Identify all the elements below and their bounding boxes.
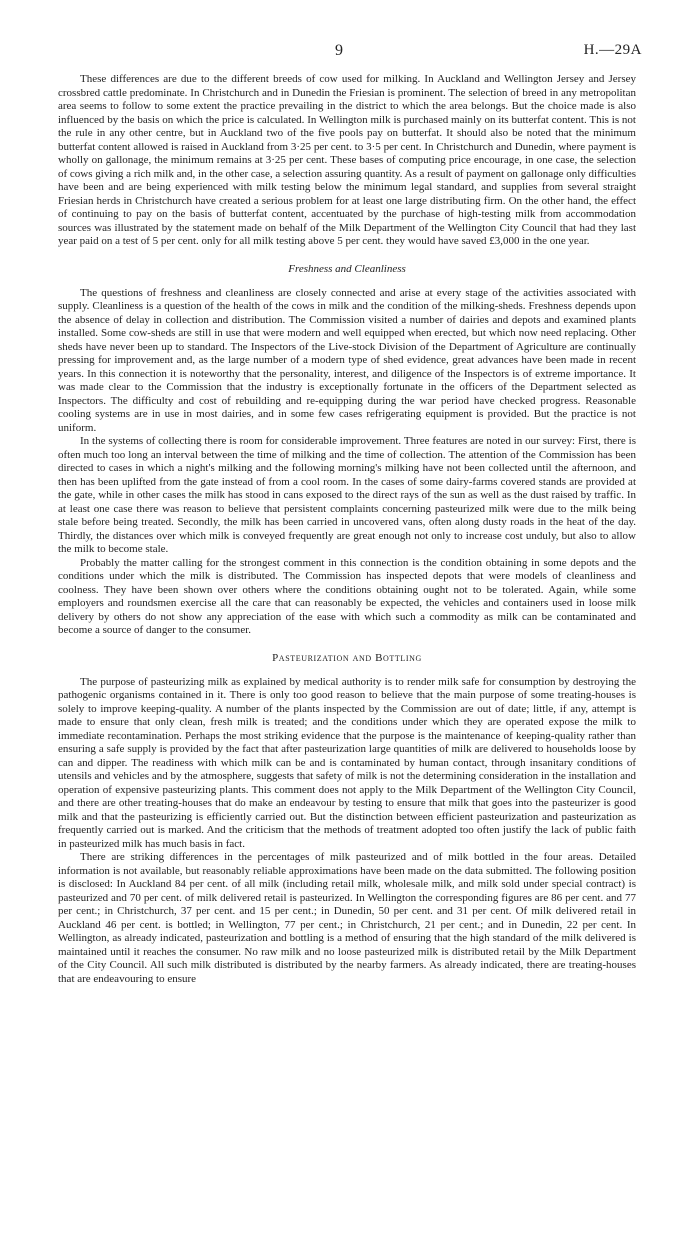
paragraph: In the systems of collecting there is room for considerable improvement. Three features are noted in our survey: First, there is often much too long an interval between the time of milking and the time of collection. The attention of the Commission has been directed to cases in which a night's milking and the following morning's milking have not been collected until the afternoon, and then has been uplifted from the gate instead of from a cool room. In the cases of some dairy-farms covered stands are provided at the gate, while in other cases the milk has stood in cans exposed to the direct rays of the sun as well as the dust raised by traffic. In at least one case there was reason to believe that persistent complaints concerning pasteurized milk were due to the milk being stale before being treated. Secondly, the milk has been carried in uncovered vans, often along dusty roads in the heat of the day. Thirdly, the distances over which milk is conveyed frequently are great enough not only to increase cost unduly, but also to allow the milk to become stale. bbox=[58, 435, 636, 555]
section-breeds bbox=[58, 73, 636, 249]
page-number: 9 bbox=[335, 42, 343, 59]
page-header bbox=[0, 42, 700, 64]
paragraph: The purpose of pasteurizing milk as explained by medical authority is to render milk safe for consumption by destroying the pathogenic organisms contained in it. There is only too good reason to believe that the main purpose of some treating-houses is solely to improve keeping-quality. A number of the plants inspected by the Commission are out of date; little, if any, attempt is made to ensure that only clean, fresh milk is treated; and the conditions under which they are operated expose the milk to immediate recontamination. Perhaps the most striking evidence that the purpose is the maintenance of keeping-quality rather than ensuring a safe supply is provided by the fact that after pasteurization large quantities of milk are delivered to households loose by can and dipper. The readiness with which milk can be and is contaminated by human contact, through insanitary conditions of utensils and vehicles and by the atmosphere, suggests that safety of milk is not the determining consideration in the installation and operation of expensive pasteurizing plants. This comment does not apply to the Milk Department of the Wellington City Council, and there are other treating-houses that do make an endeavour by testing to ensure that milk that goes into the pasteurizer is good milk and that the pasteurizing is efficiently carried out. But the distinction between efficient pasteurization and pasteurization as frequently carried out is marked. And the criticism that the methods of treatment adopted too often justify the lack of public faith in pasteurized milk has much basis in fact. bbox=[58, 675, 636, 850]
paragraph: The questions of freshness and cleanliness are closely connected and arise at every stage of the activities associated with supply. Cleanliness is a question of the health of the cows in milk and the condition of the milking-sheds. Freshness depends upon the absence of delay in collection and distribution. The Commission visited a number of dairies and depots and examined plants installed. Some cow-sheds are still in use that were modern and well equipped when erected, but which now need replacing. Other sheds have never been up to standard. The Inspectors of the Live-stock Division of the Department of Agriculture are continually pressing for improvement and, as the large number of a modern type of shed evidence, great advances have been made in recent years. In this connection it is noteworthy that the personality, interest, and diligence of the Inspectors is of extreme importance. It was made clear to the Commission that the industry is exceptionally fortunate in the officers of the Department selected as Inspectors. The difficulty and cost of rebuilding and re-equipping during the war period have checked progress. Reasonable cooling systems are in use in most dairies, and in some few cases refrigerating equipment is provided. But the practice is not uniform. bbox=[58, 286, 636, 434]
report-reference: H.—29A bbox=[583, 42, 642, 58]
section-freshness-cleanliness bbox=[58, 263, 636, 638]
document-body bbox=[58, 73, 636, 986]
section-pasteurization-bottling bbox=[58, 652, 636, 987]
section-heading: Pasteurization and Bottling bbox=[272, 651, 422, 664]
paragraph: There are striking differences in the percentages of milk pasteurized and of milk bottled in the four areas. Detailed information is not available, but reasonably reliable approximations have been made on the data submitted. The following position is disclosed: In Auckland 84 per cent. of all milk (including retail milk, wholesale milk, and milk sold under special contract) is pasteurized and 70 per cent. of milk delivered retail is pasteurized. In Wellington the corresponding figures are 86 per cent. and 77 per cent.; in Christchurch, 37 per cent. and 15 per cent.; in Dunedin, 50 per cent. and 31 per cent. Of milk delivered retail in Auckland 46 per cent. is bottled; in Wellington, 77 per cent.; in Christchurch, 21 per cent.; and in Dunedin, 22 per cent. In Wellington, as already indicated, pasteurization and bottling is a method of ensuring that the high standard of the milk delivered is maintained until it reaches the consumer. No raw milk and no loose pasteurized milk is distributed retail by the Milk Department of the City Council. All such milk distributed is distributed by the nearby farmers. As already indicated, there are treating-houses that are endeavouring to ensure bbox=[58, 851, 636, 985]
paragraph: These differences are due to the different breeds of cow used for milking. In Auckland and Wellington Jersey and Jersey crossbred cattle predominate. In Christchurch and in Dunedin the Friesian is prominent. The selection of breed in any metropolitan area seems to follow to some extent the practice prevailing in the district to which the area belongs. But the choice made is also influenced by the basis on which the price is calculated. In Wellington milk is purchased mainly on its butterfat content. This is not the rule in any other centre, but in Auckland two of the five pools pay on butterfat. It should also be noted that the minimum butterfat content allowed is raised in Auckland from 3·25 per cent. to 3·5 per cent. In Christchurch and Dunedin, where payment is wholly on gallonage, the minimum remains at 3·25 per cent. These bases of computing price encourage, in one case, the selection of cows giving a rich milk and, in the other case, a selection assuring quantity. As a result of payment on gallonage only difficulties have been and are being experienced with milk testing below the minimum legal standard, and supplies from several straight Friesian herds in Christchurch have created a serious problem for at least one large distributing firm. On the other hand, the effect of continuing to pay on the basis of butterfat content, accentuated by the purchase of high-testing milk from accommodation sources was illustrated by the statement made on behalf of the Milk Department of the Wellington City Council that had they last year paid on a test of 5 per cent. only for all milk testing above 5 per cent. they would have saved £3,000 in the one year. bbox=[58, 73, 636, 247]
paragraph: Probably the matter calling for the strongest comment in this connection is the condition obtaining in some depots and the conditions under which the milk is distributed. The Commission has inspected depots that were models of cleanliness and coolness. They have been shown over others where the conditions obtaining ought not to be tolerated. Again, while some employers and roundsmen exercise all the care that can reasonably be expected, the vehicles and containers used in loose milk delivery by others do not show any appreciation of the ease with which such a commodity as milk can be contaminated and become a source of danger to the consumer. bbox=[58, 556, 636, 636]
section-heading: Freshness and Cleanliness bbox=[288, 262, 406, 275]
